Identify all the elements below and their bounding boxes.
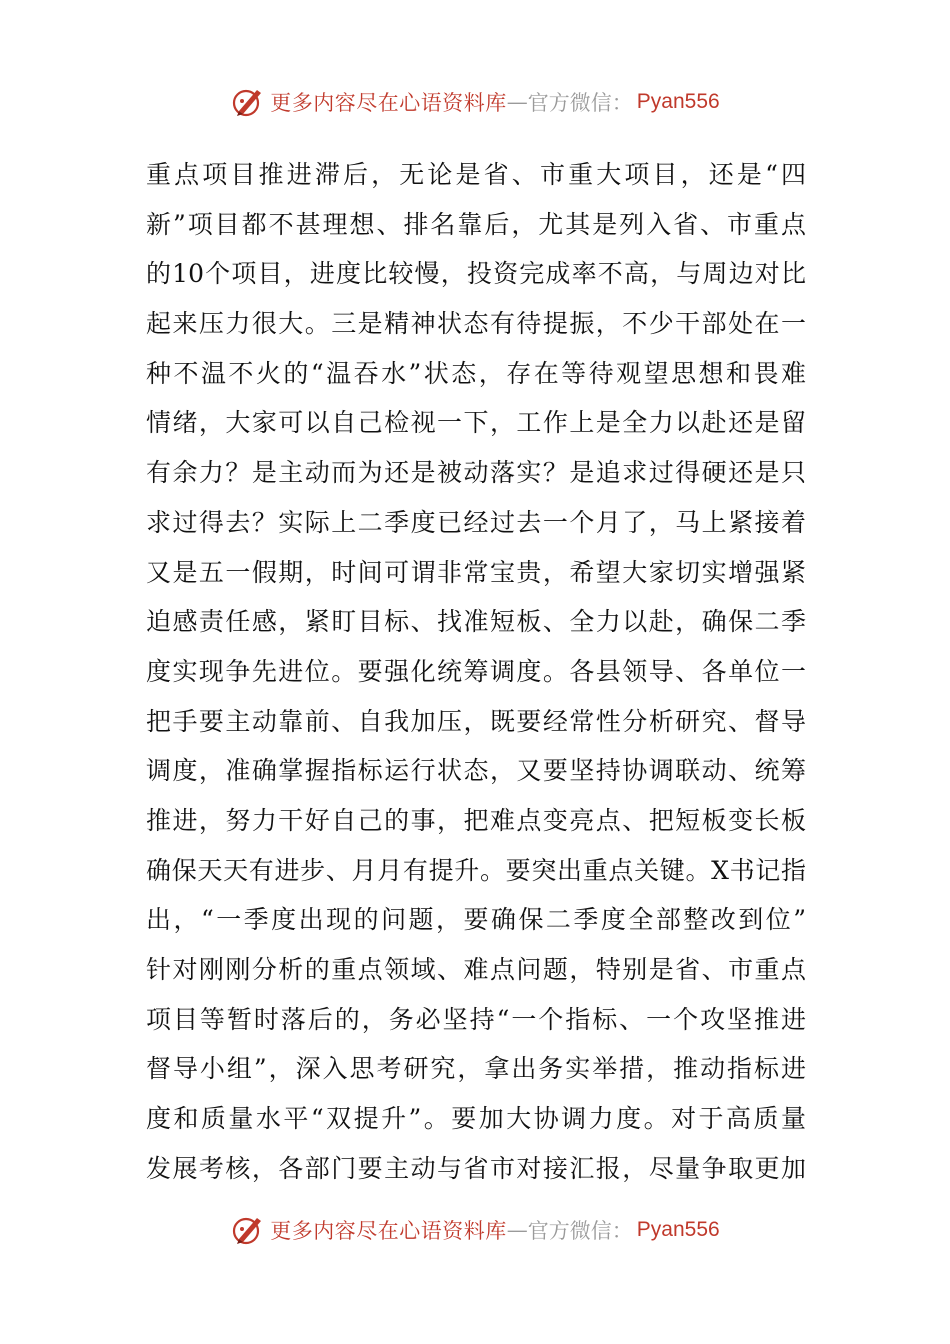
pen-circle-logo-icon (230, 1212, 266, 1248)
text-line: 种不温不火的“温吞水”状态，存在等待观望思想和畏难 (146, 358, 806, 388)
text-line: 针对刚刚分析的重点领域、难点问题，特别是省、市重点 (146, 955, 806, 984)
text-line: 求过得去？实际上二季度已经过去一个月了，马上紧接着 (146, 507, 806, 537)
banner-wechat-id: Pyan556 (636, 90, 720, 113)
text-line: 把手要主动靠前、自我加压，既要经常性分析研究、督导 (146, 706, 806, 736)
banner-separator: — (506, 1218, 528, 1242)
text-line: 推进，努力干好自己的事，把难点变亮点、把短板变长板 (146, 805, 806, 835)
header-banner[interactable] (0, 82, 950, 122)
text-line: 情绪，大家可以自己检视一下，工作上是全力以赴还是留 (146, 408, 806, 438)
text-line: 重点项目推进滞后，无论是省、市重大项目，还是“四 (146, 160, 806, 189)
text-line: 有余力？是主动而为还是被动落实？是追求过得硬还是只 (146, 458, 806, 488)
text-line: 督导小组”，深入思考研究，拿出务实举措，推动指标进 (146, 1054, 806, 1084)
text-line: 新”项目都不甚理想、排名靠后，尤其是列入省、市重点 (146, 209, 806, 239)
text-line: 确保天天有进步、月月有提升。要突出重点关键。X书记指 (146, 855, 806, 885)
banner-library-text: 更多内容尽在心语资料库 (270, 1219, 507, 1243)
banner-library-text: 更多内容尽在心语资料库 (270, 91, 507, 115)
text-line: 又是五一假期，时间可谓非常宝贵，希望大家切实增强紧 (146, 557, 806, 587)
banner-wechat-label: 官方微信： (527, 91, 633, 115)
text-line: 项目等暂时落后的，务必坚持“一个指标、一个攻坚推进 (146, 1004, 806, 1034)
text-line: 起来压力很大。三是精神状态有待提振，不少干部处在一 (146, 309, 806, 339)
banner-wechat-label: 官方微信： (527, 1219, 633, 1243)
text-line: 出，“一季度出现的问题，要确保二季度全部整改到位” (146, 905, 806, 935)
pen-circle-logo-icon (230, 84, 266, 120)
text-line: 的10个项目，进度比较慢，投资完成率不高，与周边对比 (146, 259, 806, 289)
text-line: 度实现争先进位。要强化统筹调度。各县领导、各单位一 (146, 656, 806, 686)
banner-separator: — (506, 90, 528, 114)
text-line: 迫感责任感，紧盯目标、找准短板、全力以赴，确保二季 (146, 607, 806, 637)
text-line: 调度，准确掌握指标运行状态，又要坚持协调联动、统筹 (146, 756, 806, 786)
footer-banner[interactable] (0, 1210, 950, 1250)
body-paragraph (146, 150, 806, 1193)
banner-wechat-id: Pyan556 (636, 1218, 720, 1241)
text-line: 度和质量水平“双提升”。要加大协调力度。对于高质量 (146, 1104, 806, 1134)
text-line: 发展考核，各部门要主动与省市对接汇报，尽量争取更加 (146, 1153, 806, 1183)
